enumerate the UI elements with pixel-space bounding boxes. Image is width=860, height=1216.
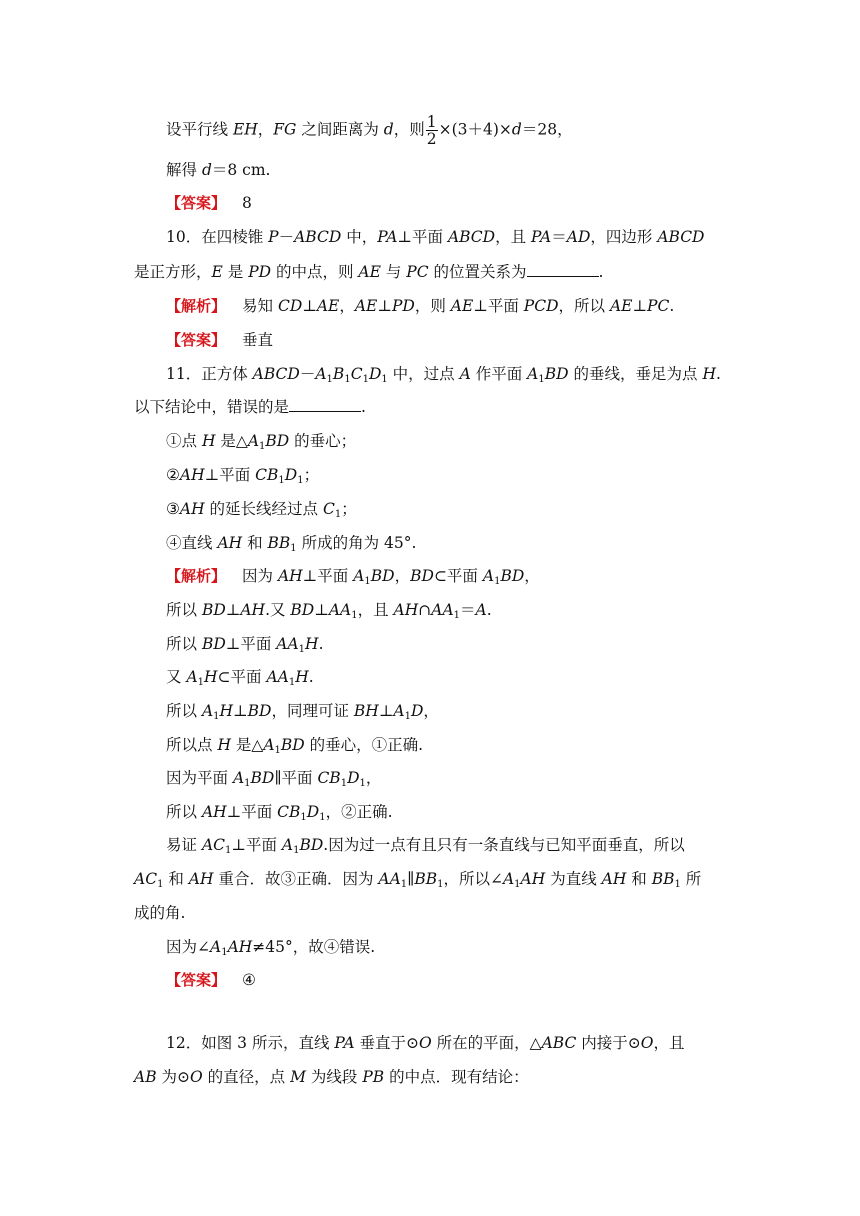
q11-analysis-8: 所以 AH⊥平面 $CB_1D_1$，②正确. [166, 803, 393, 823]
q11-analysis-10: $AC_1$ 和 AH 重合．故③正确．因为 $AA_1\parallel BB_1$，所以$\angle A_1AH$ 为直线 AH 和 $BB_1$ 所 [134, 870, 702, 890]
q11-analysis-12: 因为$\angle A_1AH\ne 45^\circ$，故④错误. [166, 938, 376, 958]
answer-blank [289, 397, 361, 412]
answer-tag: 【答案】 [166, 331, 227, 349]
q11-line-2: 以下结论中，错误的是 . [134, 398, 366, 416]
q11-analysis-6: 所以点 H 是$\triangle A_1BD$ 的垂心，①正确. [166, 736, 424, 756]
q10-line-1: 10．在四棱锥 P－ABCD 中，PA⊥平面 ABCD，且 PA＝AD，四边形 ABCD [166, 228, 705, 246]
q11-analysis-1: 【解析】 因为 AH⊥平面 $A_1BD$，BD⊂平面 $A_1BD$， [166, 567, 540, 587]
q12-line-1: 12．如图 3 所示，直线 PA 垂直于⊙O 所在的平面，△ABC 内接于⊙O，且 [166, 1034, 685, 1052]
analysis-tag: 【解析】 [166, 567, 227, 585]
q12-line-2: AB 为⊙O 的直径，点 M 为线段 PB 的中点．现有结论： [134, 1068, 529, 1086]
q11-analysis-2: 所以 BD⊥AH.又 $BD\perp AA_1$，且 $AH\cap AA_1=A$. [166, 601, 492, 621]
answer-blank [527, 262, 599, 277]
answer-tag: 【答案】 [166, 971, 227, 989]
q11-option-4: ④直线 AH 和 $BB_1$ 所成的角为 45°. [166, 534, 417, 554]
q11-analysis-4: 又 $A_1H\subset$平面 $AA_1H$. [166, 668, 314, 688]
q11-analysis-7: 因为平面 $A_1BD\parallel$平面 $CB_1D_1$， [166, 769, 382, 789]
fraction: $\frac{1}{2}$ [426, 113, 437, 148]
q11-analysis-11: 成的角. [134, 904, 186, 922]
q10-analysis: 【解析】 易知 CD⊥AE，AE⊥PD，则 AE⊥平面 PCD，所以 AE⊥PC. [166, 297, 675, 315]
q11-analysis-9: 易证 $AC_1\perp$平面 $A_1BD$.因为过一点有且只有一条直线与已知平面垂直，所以 [166, 836, 685, 856]
q10-line-2: 是正方形，E 是 PD 的中点，则 AE 与 PC 的位置关系为 . [134, 263, 604, 281]
q9-line-2: 解得 d＝8 cm. [166, 161, 271, 179]
analysis-tag: 【解析】 [166, 297, 227, 315]
q11-line-1: 11．正方体 $ABCD-A_1B_1C_1D_1$ 中，过点 A 作平面 $A_1BD$ 的垂线，垂足为点 H. [166, 365, 721, 385]
q11-analysis-3: 所以 BD⊥平面 $AA_1H$. [166, 635, 324, 655]
answer-tag: 【答案】 [166, 194, 227, 212]
q11-answer: 【答案】 ④ [166, 971, 256, 989]
q9-answer: 【答案】 8 [166, 194, 252, 212]
q10-answer: 【答案】 垂直 [166, 331, 274, 349]
q9-line-1: 设平行线 EH，FG 之间距离为 d，则 $\frac{1}{2}$ ×(3＋4)×d＝28， [166, 113, 573, 148]
q11-option-3: ③AH 的延长线经过点 $C_1$； [166, 500, 357, 520]
q11-option-1: ①点 H 是$\triangle A_1BD$ 的垂心； [166, 432, 357, 452]
q11-analysis-5: 所以 $A_1H\perp BD$，同理可证 $BH\perp A_1D$， [166, 702, 439, 722]
q11-option-2: ②AH⊥平面 $CB_1D_1$； [166, 466, 320, 486]
